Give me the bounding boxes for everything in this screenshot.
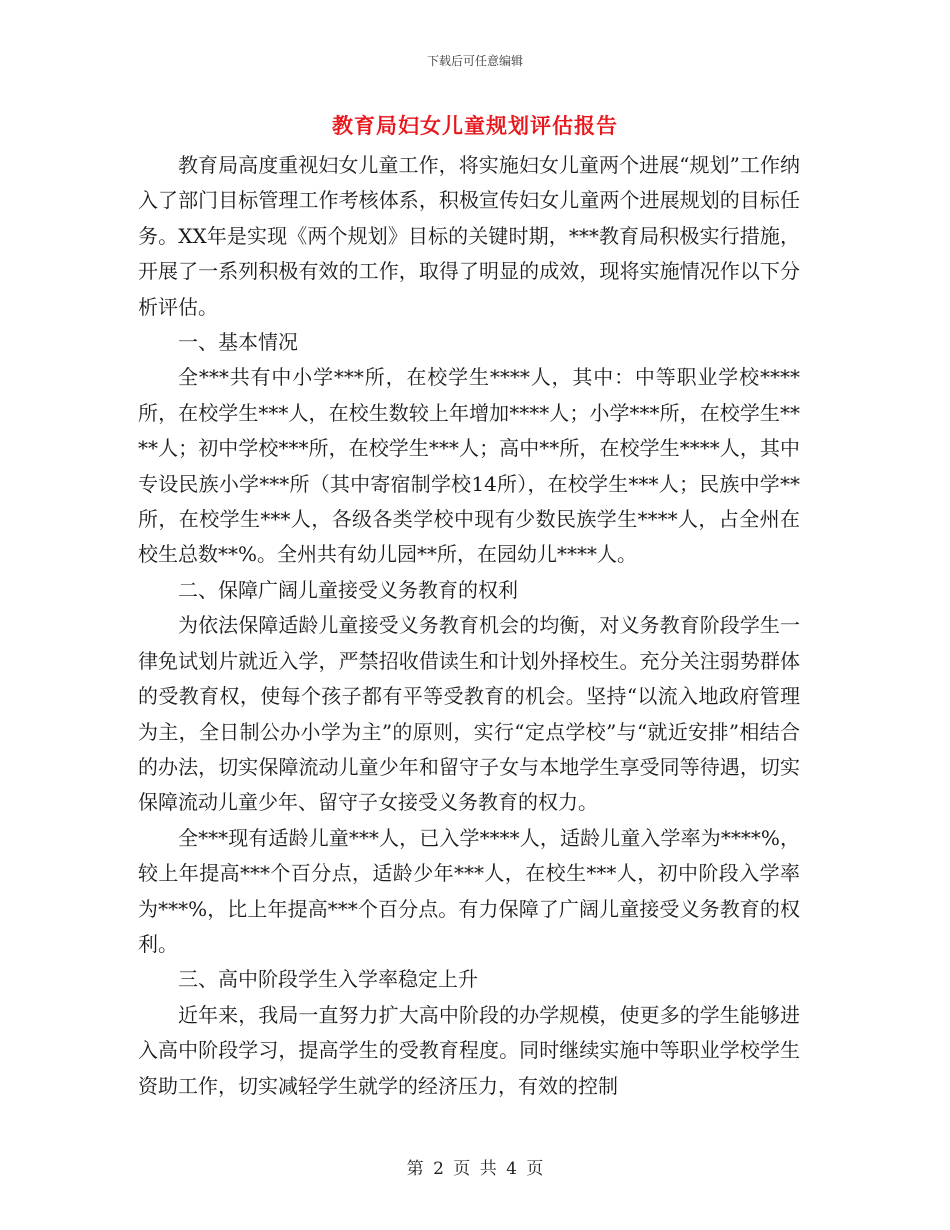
section-1-paragraph: 全***共有中小学***所，在校学生****人，其中：中等职业学校****所，在校学生***人，在校生数较上年增加****人；小学***所，在校学生****人；初中学校***所，在校学生***人；高中**所，在校学生****人，其中专设民族小学***所（其中寄宿制学校14所），在校学生***人；民族中学**所，在校学生***人，各级各类学校中现有少数民族学生****人，占全州在校生总数**%。全州共有幼儿园**所，在园幼儿****人。 [138,365,800,567]
page-header-note: 下载后可任意编辑 [426,54,523,68]
page-number-footer: 第 2 页 共 4 页 [406,1159,544,1179]
document-body [138,148,800,1104]
section-3-heading: 三、高中阶段学生入学率稳定上升 [178,967,478,992]
section-1-heading: 一、基本情况 [178,330,298,355]
intro-paragraph: 教育局高度重视妇女儿童工作，将实施妇女儿童两个进展“规划”工作纳入了部门目标管理工作考核体系，积极宣传妇女儿童两个进展规划的目标任务。XX年是实现《两个规划》目标的关键时期，***教育局积极实行措施，开展了一系列积极有效的工作，取得了明显的成效，现将实施情况作以下分析评估。 [138,153,800,319]
document-title: 教育局妇女儿童规划评估报告 [332,114,618,138]
section-3-paragraph: 近年来，我局一直努力扩大高中阶段的办学规模，使更多的学生能够进入高中阶段学习，提高学生的受教育程度。同时继续实施中等职业学校学生资助工作，切实减轻学生就学的经济压力，有效的控制 [138,1002,800,1098]
section-2-heading: 二、保障广阔儿童接受义务教育的权利 [178,577,518,602]
section-2-paragraph-1: 为依法保障适龄儿童接受义务教育机会的均衡，对义务教育阶段学生一律免试划片就近入学，严禁招收借读生和计划外择校生。充分关注弱势群体的受教育权，使每个孩子都有平等受教育的机会。坚持“以流入地政府管理为主，全日制公办小学为主”的原则，实行“定点学校”与“就近安排”相结合的办法，切实保障流动儿童少年和留守子女与本地学生享受同等待遇，切实保障流动儿童少年、留守子女接受义务教育的权力。 [138,613,800,815]
section-2-paragraph-2: 全***现有适龄儿童***人，已入学****人，适龄儿童入学率为****%，较上年提高***个百分点，适龄少年***人，在校生***人，初中阶段入学率为***%，比上年提高***个百分点。有力保障了广阔儿童接受义务教育的权利。 [138,825,800,956]
